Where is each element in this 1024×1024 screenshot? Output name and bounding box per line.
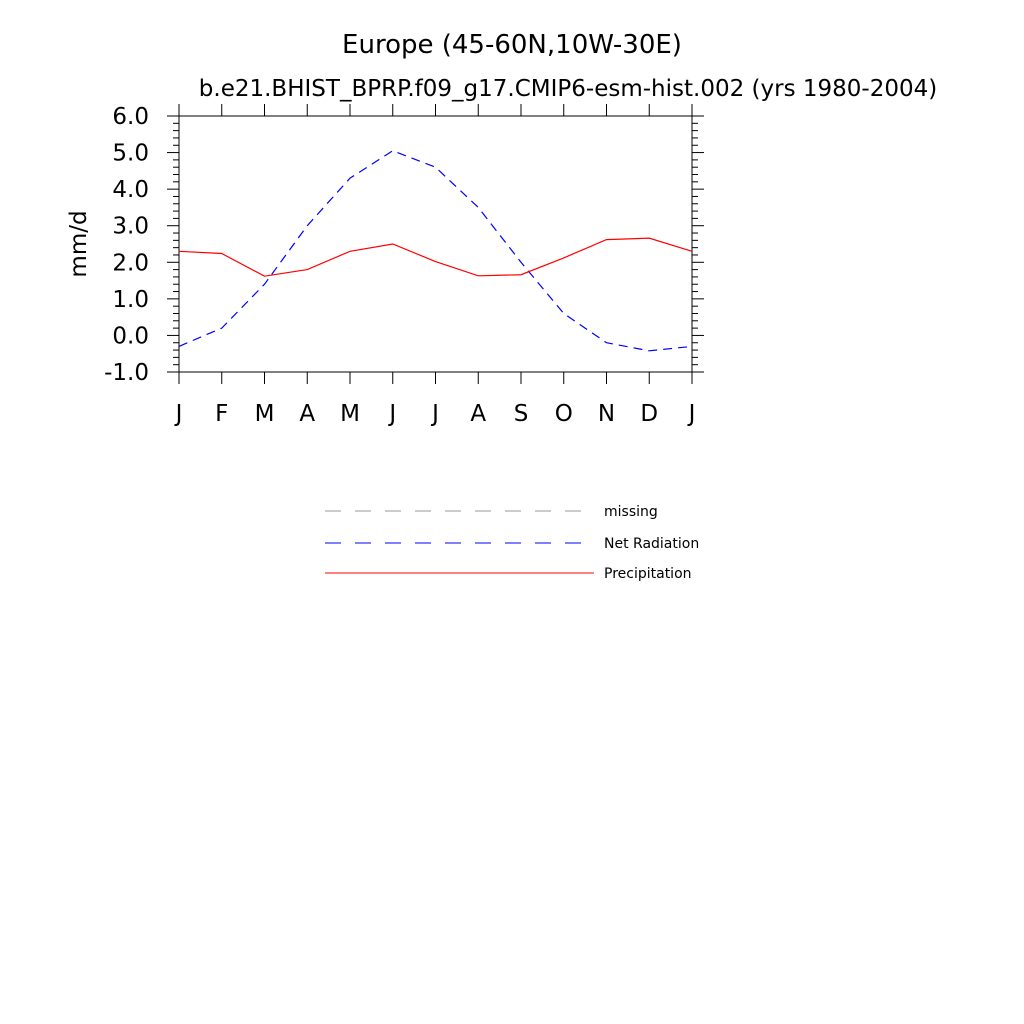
x-tick-label: N	[597, 401, 616, 427]
x-tick-label: J	[389, 401, 397, 427]
x-tick-label: M	[340, 401, 360, 427]
series-line-net-radiation	[179, 151, 692, 351]
y-tick-label: 0.0	[112, 323, 149, 350]
x-tick-label: S	[513, 401, 529, 427]
y-tick-label: 4.0	[112, 177, 149, 204]
y-tick-label: -1.0	[104, 360, 149, 386]
y-tick-label: 2.0	[112, 250, 149, 277]
y-tick-label: 5.0	[112, 140, 149, 167]
plot-frame	[179, 116, 692, 372]
x-tick-label: A	[299, 401, 316, 427]
legend-label-net-radiation: Net Radiation	[604, 536, 700, 552]
legend-label-precipitation: Precipitation	[604, 566, 692, 582]
x-tick-label: J	[175, 401, 183, 427]
plot-area	[104, 104, 704, 427]
x-tick-label: J	[688, 401, 696, 427]
y-axis-label: mm/d	[66, 210, 92, 278]
series-line-precipitation	[179, 238, 692, 276]
x-tick-label: M	[254, 401, 275, 427]
chart-subtitle: b.e21.BHIST_BPRP.f09_g17.CMIP6-esm-hist.002 (yrs 1980-2004)	[198, 76, 938, 102]
y-tick-label: 3.0	[112, 213, 149, 240]
x-tick-label: J	[432, 401, 439, 427]
x-tick-label: A	[470, 401, 487, 427]
legend	[325, 504, 699, 582]
x-tick-label: D	[640, 401, 659, 427]
y-tick-label: 1.0	[112, 286, 149, 313]
y-tick-label: 6.0	[112, 104, 149, 130]
chart-title: Europe (45-60N,10W-30E)	[342, 30, 682, 60]
legend-label-missing: missing	[604, 504, 658, 520]
x-tick-label: O	[554, 401, 573, 427]
x-tick-label: F	[215, 401, 229, 427]
